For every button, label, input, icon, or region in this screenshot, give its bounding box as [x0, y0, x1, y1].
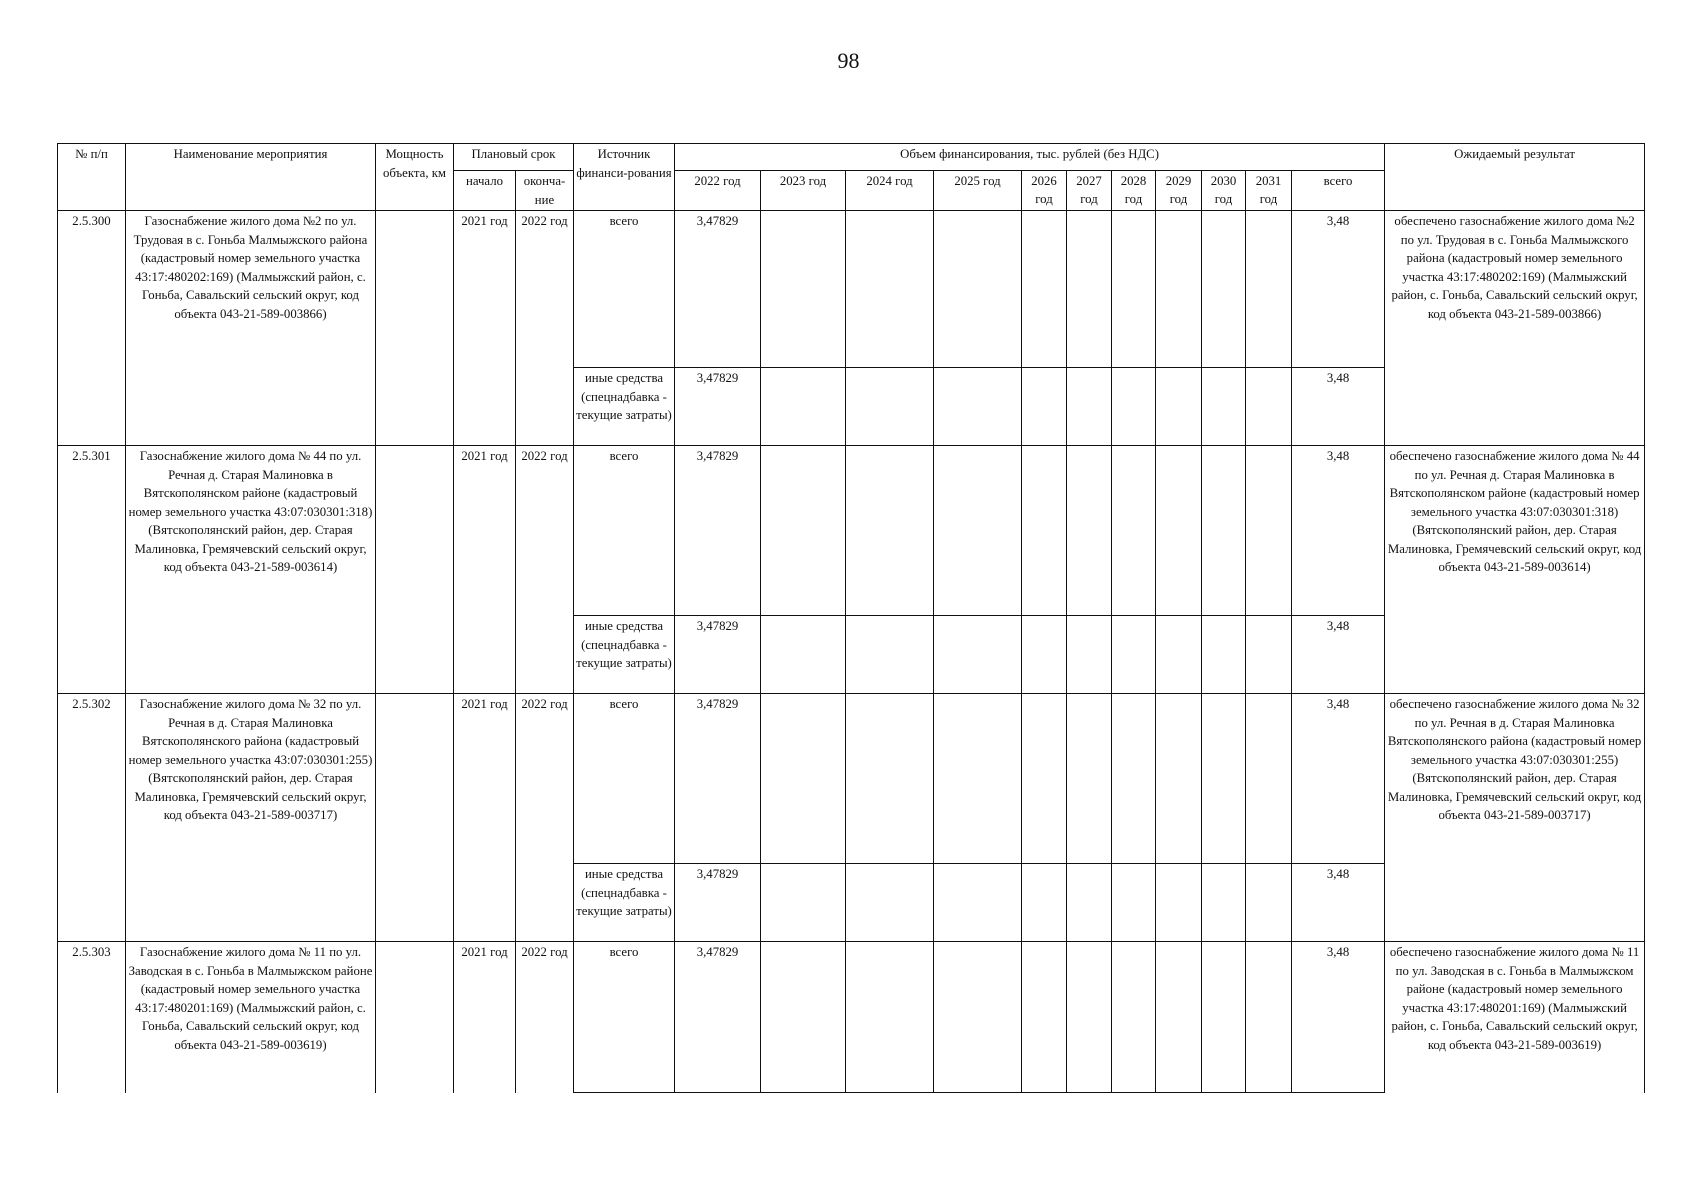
row-source-total: всего — [574, 211, 675, 368]
row-source-total: всего — [574, 446, 675, 616]
row-source-total: всего — [574, 942, 675, 1093]
header-year: 2029 год — [1156, 171, 1202, 211]
header-year: 2026 год — [1022, 171, 1067, 211]
header-start: начало — [454, 171, 516, 211]
row-sum: 3,48 — [1292, 942, 1385, 1093]
row-result: обеспечено газоснабжение жилого дома № 44 по ул. Речная д. Старая Малиновка в Вятскополянском районе (кадастровый номер земельного участка 43:07:030301:318) (Вятскополянский район, дер. Старая Малиновка, Гремячевский сельский округ, код объекта 043-21-589-003614) — [1385, 446, 1645, 694]
row-num: 2.5.303 — [58, 942, 126, 1093]
row-start: 2021 год — [454, 694, 516, 942]
header-plan-term: Плановый срок — [454, 144, 574, 171]
table-row — [58, 942, 1645, 1093]
row-source-other: иные средства (спецнадбавка - текущие затраты) — [574, 864, 675, 942]
row-start: 2021 год — [454, 211, 516, 446]
row-sum: 3,48 — [1292, 446, 1385, 616]
row-sum: 3,48 — [1292, 616, 1385, 694]
table-row — [58, 446, 1645, 616]
header-year: 2023 год — [761, 171, 846, 211]
row-2022: 3,47829 — [675, 368, 761, 446]
row-power — [376, 211, 454, 446]
row-end: 2022 год — [516, 694, 574, 942]
row-result: обеспечено газоснабжение жилого дома № 11 по ул. Заводская в с. Гоньба в Малмыжском районе (кадастровый номер земельного участка 43:17:480201:169) (Малмыжский район, с. Гоньба, Савальский сельский округ, код объекта 043-21-589-003619) — [1385, 942, 1645, 1093]
header-total: всего — [1292, 171, 1385, 211]
row-name: Газоснабжение жилого дома № 44 по ул. Речная д. Старая Малиновка в Вятскополянском районе (кадастровый номер земельного участка 43:07:030301:318) (Вятскополянский район, дер. Старая Малиновка, Гремячевский сельский округ, код объекта 043-21-589-003614) — [126, 446, 376, 694]
row-source-total: всего — [574, 694, 675, 864]
row-power — [376, 694, 454, 942]
header-year: 2031 год — [1246, 171, 1292, 211]
header-end: оконча-ние — [516, 171, 574, 211]
header-year: 2024 год — [846, 171, 934, 211]
row-num: 2.5.300 — [58, 211, 126, 446]
row-end: 2022 год — [516, 446, 574, 694]
row-2022: 3,47829 — [675, 211, 761, 368]
header-row-1 — [58, 144, 1645, 171]
row-result: обеспечено газоснабжение жилого дома №2 по ул. Трудовая в с. Гоньба Малмыжского района (кадастровый номер земельного участка 43:17:480202:169) (Малмыжский район, с. Гоньба, Савальский сельский округ, код объекта 043-21-589-003866) — [1385, 211, 1645, 446]
row-sum: 3,48 — [1292, 694, 1385, 864]
financing-table — [57, 143, 1645, 1093]
row-name: Газоснабжение жилого дома № 32 по ул. Речная в д. Старая Малиновка Вятскополянского района (кадастровый номер земельного участка 43:07:030301:255) (Вятскополянский район, дер. Старая Малиновка, Гремячевский сельский округ, код объекта 043-21-589-003717) — [126, 694, 376, 942]
page-number: 98 — [837, 48, 860, 73]
row-sum: 3,48 — [1292, 864, 1385, 942]
header-year: 2025 год — [934, 171, 1022, 211]
row-sum: 3,48 — [1292, 211, 1385, 368]
row-sum: 3,48 — [1292, 368, 1385, 446]
row-result: обеспечено газоснабжение жилого дома № 32 по ул. Речная в д. Старая Малиновка Вятскополянского района (кадастровый номер земельного участка 43:07:030301:255) (Вятскополянский район, дер. Старая Малиновка, Гремячевский сельский округ, код объекта 043-21-589-003717) — [1385, 694, 1645, 942]
row-2022: 3,47829 — [675, 446, 761, 616]
header-num: № п/п — [58, 144, 126, 211]
row-2022: 3,47829 — [675, 694, 761, 864]
header-year: 2022 год — [675, 171, 761, 211]
row-start: 2021 год — [454, 942, 516, 1093]
row-source-other: иные средства (спецнадбавка - текущие затраты) — [574, 616, 675, 694]
header-result: Ожидаемый результат — [1385, 144, 1645, 211]
row-2022: 3,47829 — [675, 942, 761, 1093]
row-end: 2022 год — [516, 942, 574, 1093]
row-2022: 3,47829 — [675, 616, 761, 694]
row-power — [376, 446, 454, 694]
row-power — [376, 942, 454, 1093]
header-volume: Объем финансирования, тыс. рублей (без НДС) — [675, 144, 1385, 171]
row-name: Газоснабжение жилого дома №2 по ул. Трудовая в с. Гоньба Малмыжского района (кадастровый номер земельного участка 43:17:480202:169) (Малмыжский район, с. Гоньба, Савальский сельский округ, код объекта 043-21-589-003866) — [126, 211, 376, 446]
header-year: 2027 год — [1067, 171, 1112, 211]
row-name: Газоснабжение жилого дома № 11 по ул. Заводская в с. Гоньба в Малмыжском районе (кадастровый номер земельного участка 43:17:480201:169) (Малмыжский район, с. Гоньба, Савальский сельский округ, код объекта 043-21-589-003619) — [126, 942, 376, 1093]
header-power: Мощность объекта, км — [376, 144, 454, 211]
header-year: 2028 год — [1112, 171, 1156, 211]
header-name: Наименование мероприятия — [126, 144, 376, 211]
header-year: 2030 год — [1202, 171, 1246, 211]
row-start: 2021 год — [454, 446, 516, 694]
row-end: 2022 год — [516, 211, 574, 446]
header-source: Источник финанси-рования — [574, 144, 675, 211]
row-source-other: иные средства (спецнадбавка - текущие затраты) — [574, 368, 675, 446]
table-row — [58, 694, 1645, 864]
row-num: 2.5.301 — [58, 446, 126, 694]
row-num: 2.5.302 — [58, 694, 126, 942]
row-2022: 3,47829 — [675, 864, 761, 942]
table-row — [58, 211, 1645, 368]
